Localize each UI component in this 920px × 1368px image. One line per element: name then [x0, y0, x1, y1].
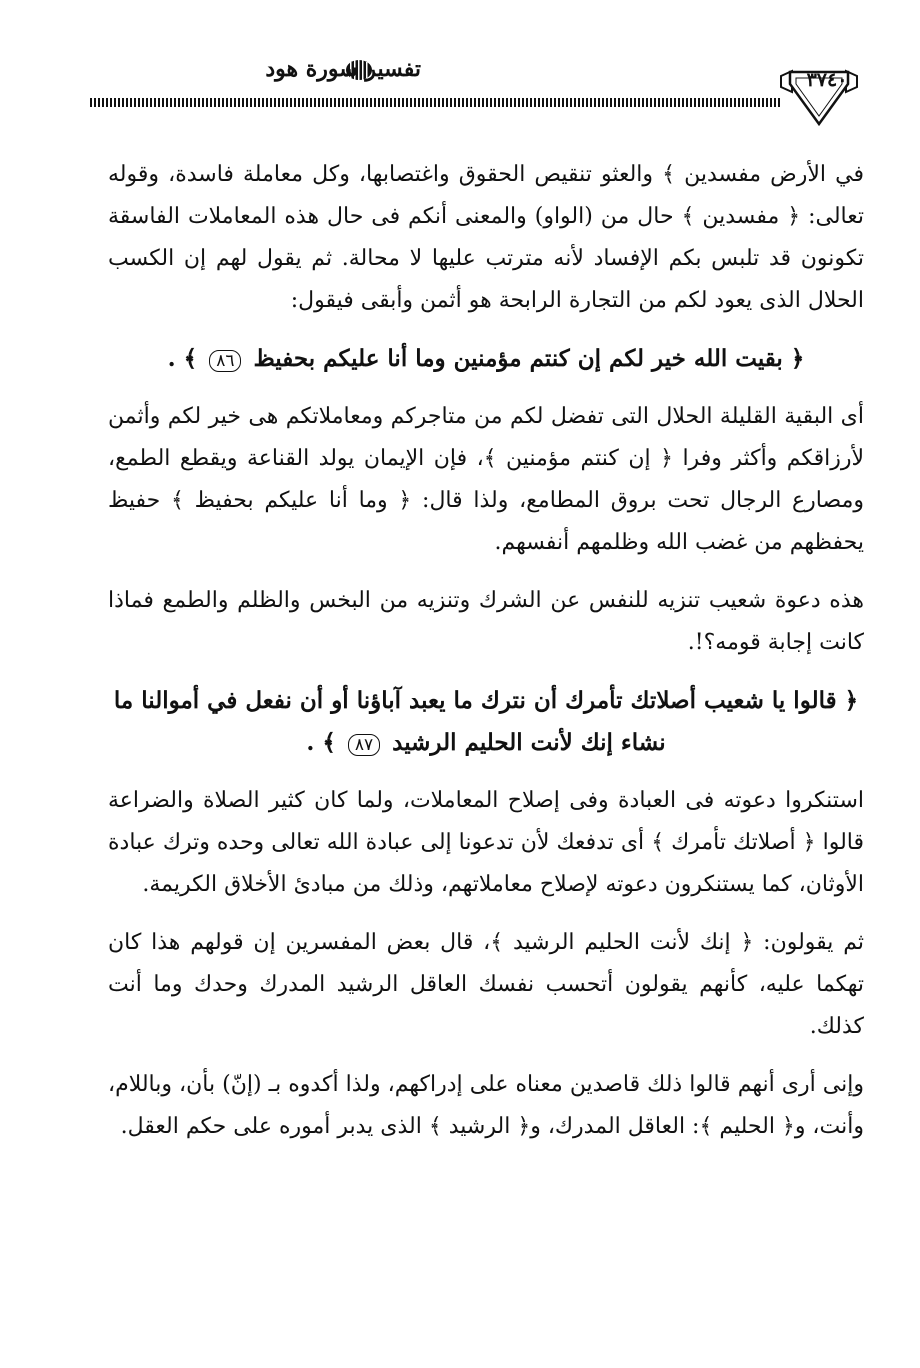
paragraph: ثم يقولون: ﴿ إنك لأنت الحليم الرشيد ﴾، قال بعض المفسرين إن قولهم هذا كان تهكما عليه، كأنهم يقولون أتحسب نفسك العاقل الرشيد المدرك وحدك وما أنت كذلك. — [108, 930, 864, 1039]
verse-number: ٨٧ — [348, 734, 380, 756]
verse-number: ٨٦ — [209, 350, 241, 372]
paragraph: هذه دعوة شعيب تنزيه للنفس عن الشرك وتنزيه من البخس والظلم والطمع فماذا كانت إجابة قومه؟!. — [108, 588, 864, 655]
paragraph: استنكروا دعوته فى العبادة وفى إصلاح المعاملات، ولما كان كثير الصلاة والضراعة قالوا ﴿ أصلاتك تأمرك ﴾ أى تدفعك لأن تدعونا إلى عبادة الله تعالى وحده وترك عبادة الأوثان، كما يستنكرون دعوته لإصلاح معاملاتهم، وذلك من مبادئ الأخلاق الكريمة. — [108, 788, 864, 897]
verse-close: ﴾ . — [167, 345, 198, 372]
quran-verse — [108, 338, 864, 380]
verse-text: ﴿ بقيت الله خير لكم إن كنتم مؤمنين وما أنا عليكم بحفيظ — [253, 345, 805, 372]
header-rule — [90, 98, 780, 107]
page-header — [90, 48, 860, 128]
page-number: ٣٧٤٠ — [806, 69, 848, 91]
verse-text: ﴿ قالوا يا شعيب أصلاتك تأمرك أن نترك ما يعبد آباؤنا أو أن نفعل في أموالنا ما نشاء إنك لأنت الحليم الرشيد — [113, 687, 859, 756]
verse-close: ﴾ . — [306, 729, 336, 756]
paragraph: أى البقية القليلة الحلال التى تفضل لكم من متاجركم ومعاملاتكم هى خير لكم وأثمن لأرزاقكم وأكثر وفرا ﴿ إن كنتم مؤمنين ﴾، فإن الإيمان يولد القناعة ويقطع الطمع، ومصارع الرجال تحت بروق المطامع، ولذا قال: ﴿ وما أنا عليكم بحفيظ ﴾ حفيظ يحفظهم من غضب الله وظلمهم أنفسهم. — [108, 404, 864, 555]
paragraph: في الأرض مفسدين ﴾ والعثو تنقيص الحقوق واغتصابها، وكل معاملة فاسدة، وقوله تعالى: ﴿ مفسدين ﴾ حال من (الواو) والمعنى أنكم فى حال هذه المعاملات الفاسقة تكونون قد تلبس بكم الإفساد لأنه مترتب عليها لا محالة. ثم يقول لهم إن الكسب الحلال الذى يعود لكم من التجارة الرابحة هو أثمن وأبقى فيقول: — [108, 162, 864, 313]
running-title: تفسير سورة هود — [265, 56, 421, 82]
quran-verse — [108, 680, 864, 764]
paragraph: وإنى أرى أنهم قالوا ذلك قاصدين معناه على إدراكهم، ولذا أكدوه بـ (إنّ) بأن، وباللام، وأنت، و﴿ الحليم ﴾: العاقل المدرك، و﴿ الرشيد ﴾ الذى يدبر أموره على حكم العقل. — [108, 1072, 864, 1139]
page-body — [108, 154, 864, 1164]
